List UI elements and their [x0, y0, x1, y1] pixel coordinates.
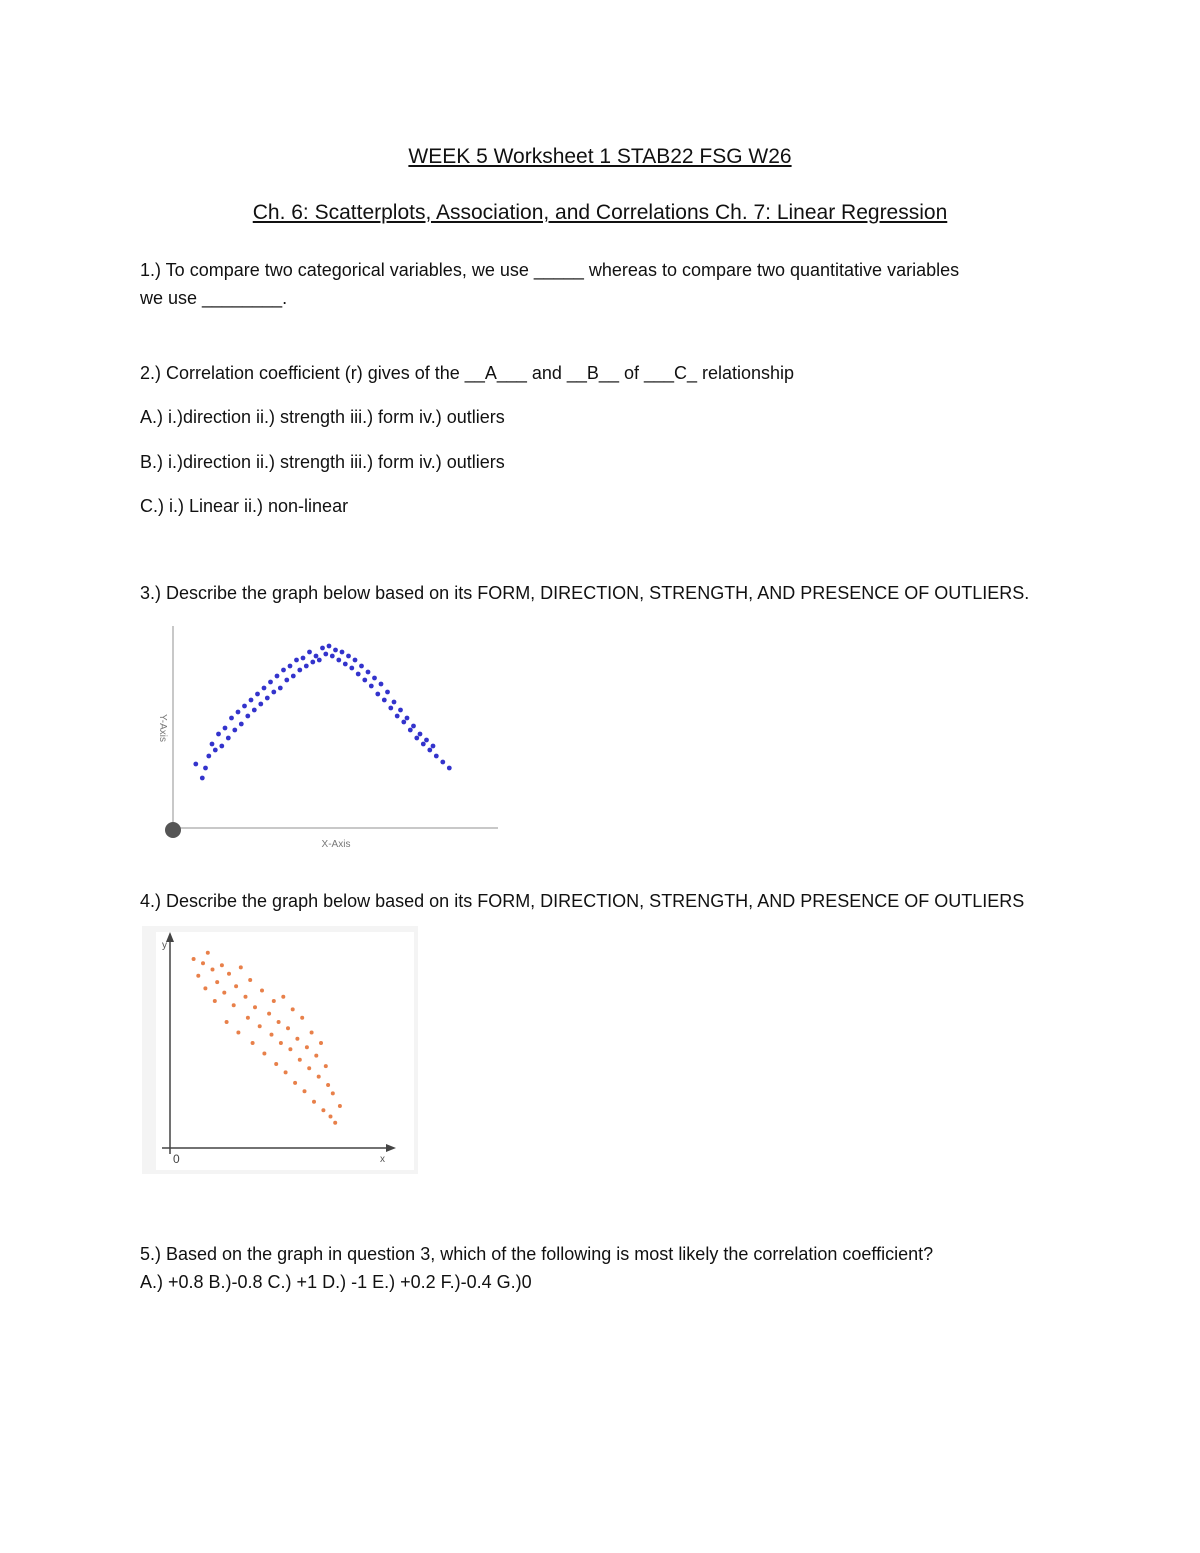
q4-point-14	[236, 1031, 240, 1035]
q4-point-22	[260, 989, 264, 993]
q4-scatter-svg	[142, 926, 418, 1174]
q4-point-47	[321, 1108, 325, 1112]
q3-point-75	[447, 766, 452, 771]
q3-point-54	[372, 676, 377, 681]
q3-point-66	[411, 724, 416, 729]
q3-point-43	[336, 658, 341, 663]
q3-point-32	[301, 656, 306, 661]
q4-point-21	[258, 1024, 262, 1028]
q3-point-42	[333, 648, 338, 653]
q1-line-1: 1.) To compare two categorical variables, we use _____ whereas to compare two quantitative variables	[140, 260, 960, 280]
q3-point-70	[424, 738, 429, 743]
q3-point-62	[398, 708, 403, 713]
q4-point-33	[288, 1047, 292, 1051]
q4-point-23	[262, 1052, 266, 1056]
q3-point-10	[229, 716, 234, 721]
q4-point-12	[232, 1003, 236, 1007]
page-subtitle: Ch. 6: Scatterplots, Association, and Correlations Ch. 7: Linear Regression	[252, 201, 948, 224]
q3-point-20	[262, 686, 267, 691]
q2-stem: 2.) Correlation coefficient (r) gives of the __A___ and __B__ of ___C_ relationship	[140, 363, 795, 383]
q3-point-21	[265, 696, 270, 701]
q2-option-b: B.) i.)direction ii.) strength iii.) form iv.) outliers	[140, 452, 505, 472]
q3-point-50	[359, 664, 364, 669]
q4-point-36	[295, 1037, 299, 1041]
q4-point-46	[319, 1041, 323, 1045]
q3-point-3	[206, 754, 211, 759]
q4-point-0	[192, 957, 196, 961]
q4-point-35	[293, 1081, 297, 1085]
q3-point-40	[327, 644, 332, 649]
q3-point-68	[418, 732, 423, 737]
q3-point-69	[421, 742, 426, 747]
q3-point-65	[408, 728, 413, 733]
q3-scatterplot	[150, 618, 500, 854]
q3-point-23	[271, 690, 276, 695]
q3-point-4	[210, 742, 215, 747]
q2-option-c: C.) i.) Linear ii.) non-linear	[140, 496, 349, 516]
q4-stem: 4.) Describe the graph below based on its FORM, DIRECTION, STRENGTH, AND PRESENCE OF OUTLIERS	[140, 891, 1025, 911]
q3-point-41	[330, 654, 335, 659]
q4-point-40	[305, 1045, 309, 1049]
q3-point-9	[226, 736, 231, 741]
q3-point-19	[258, 702, 263, 707]
q4-point-13	[234, 984, 238, 988]
q3-point-47	[349, 666, 354, 671]
q4-point-45	[317, 1075, 321, 1079]
q4-point-53	[338, 1104, 342, 1108]
q3-point-26	[281, 668, 286, 673]
q5-stem: 5.) Based on the graph in question 3, which of the following is most likely the correlation coefficient?	[140, 1244, 934, 1264]
q4-point-44	[314, 1054, 318, 1058]
q3-point-33	[304, 664, 309, 669]
q3-point-60	[392, 700, 397, 705]
q4-point-42	[310, 1031, 314, 1035]
q3-point-51	[362, 678, 367, 683]
q3-points	[193, 644, 451, 781]
q4-point-7	[215, 980, 219, 984]
q4-point-24	[267, 1012, 271, 1016]
q3-point-24	[275, 674, 280, 679]
q4-point-38	[300, 1016, 304, 1020]
q4-point-31	[284, 1070, 288, 1074]
q4-point-37	[298, 1058, 302, 1062]
q4-point-41	[307, 1066, 311, 1070]
q3-point-57	[382, 698, 387, 703]
q3-point-29	[291, 674, 296, 679]
q3-point-71	[427, 748, 432, 753]
q3-point-25	[278, 686, 283, 691]
q3-point-36	[314, 654, 319, 659]
q4-point-5	[211, 968, 215, 972]
q3-point-16	[249, 698, 254, 703]
q3-point-8	[223, 726, 228, 731]
q3-point-5	[213, 748, 218, 753]
q4-point-6	[213, 999, 217, 1003]
q3-point-11	[232, 728, 237, 733]
q4-point-2	[201, 961, 205, 965]
q3-point-22	[268, 680, 273, 685]
q4-point-25	[270, 1033, 274, 1037]
q3-point-35	[310, 660, 315, 665]
q4-point-52	[333, 1121, 337, 1125]
page-title: WEEK 5 Worksheet 1 STAB22 FSG W26	[408, 145, 792, 168]
q3-point-2	[203, 766, 208, 771]
q4-point-8	[220, 963, 224, 967]
q4-point-11	[227, 972, 231, 976]
q3-point-56	[379, 682, 384, 687]
q3-point-39	[323, 652, 328, 657]
q4-point-9	[222, 991, 226, 995]
q3-point-45	[343, 662, 348, 667]
q3-point-30	[294, 658, 299, 663]
q4-point-17	[246, 1016, 250, 1020]
q4-point-32	[286, 1026, 290, 1030]
q3-point-58	[385, 690, 390, 695]
q3-point-73	[434, 754, 439, 759]
q4-point-1	[196, 974, 200, 978]
q4-point-48	[324, 1064, 328, 1068]
q3-point-64	[405, 716, 410, 721]
x-axis-label: x	[380, 1154, 385, 1165]
q3-scatter-svg	[150, 618, 500, 854]
y-axis-label: Y-Axis	[157, 714, 168, 742]
q3-point-74	[440, 760, 445, 765]
q3-point-0	[193, 762, 198, 767]
q3-point-1	[200, 776, 205, 781]
q3-point-53	[369, 684, 374, 689]
q3-point-61	[395, 714, 400, 719]
q3-stem: 3.) Describe the graph below based on its FORM, DIRECTION, STRENGTH, AND PRESENCE OF OUTLIERS.	[140, 583, 1030, 603]
q3-point-28	[288, 664, 293, 669]
q4-point-4	[206, 951, 210, 955]
q4-point-15	[239, 965, 243, 969]
origin-label: 0	[173, 1152, 180, 1166]
q3-point-63	[401, 720, 406, 725]
q4-point-16	[244, 995, 248, 999]
y-axis-label: y	[162, 940, 167, 951]
q3-point-15	[245, 714, 250, 719]
q3-point-34	[307, 650, 312, 655]
q3-point-17	[252, 708, 257, 713]
q4-point-27	[274, 1062, 278, 1066]
q4-point-28	[277, 1020, 281, 1024]
q3-point-52	[366, 670, 371, 675]
q4-point-29	[279, 1041, 283, 1045]
q3-point-72	[431, 744, 436, 749]
q4-scatterplot	[142, 926, 418, 1174]
q3-point-59	[388, 706, 393, 711]
q3-point-67	[414, 736, 419, 741]
q3-point-18	[255, 692, 260, 697]
q4-point-20	[253, 1005, 257, 1009]
q3-point-27	[284, 678, 289, 683]
q4-point-39	[303, 1089, 307, 1093]
q4-point-18	[248, 978, 252, 982]
q3-point-49	[356, 672, 361, 677]
q3-point-7	[219, 744, 224, 749]
q3-point-37	[317, 658, 322, 663]
x-axis-label: X-Axis	[321, 839, 351, 850]
q3-point-38	[320, 646, 325, 651]
q4-point-10	[225, 1020, 229, 1024]
q4-point-43	[312, 1100, 316, 1104]
q4-point-19	[251, 1041, 255, 1045]
q4-point-3	[203, 986, 207, 990]
q1-line-2: we use ________.	[140, 288, 288, 308]
q5-options: A.) +0.8 B.)-0.8 C.) +1 D.) -1 E.) +0.2 F.)-0.4 G.)0	[140, 1272, 532, 1292]
q3-point-13	[239, 722, 244, 727]
origin-marker-icon	[165, 822, 181, 838]
q3-point-55	[375, 692, 380, 697]
q4-point-50	[329, 1115, 333, 1119]
q4-point-51	[331, 1091, 335, 1095]
q4-point-34	[291, 1007, 295, 1011]
q4-point-30	[281, 995, 285, 999]
q4-point-26	[272, 999, 276, 1003]
q3-point-46	[346, 654, 351, 659]
q3-point-31	[297, 668, 302, 673]
q3-point-6	[216, 732, 221, 737]
q3-point-44	[340, 650, 345, 655]
q4-point-49	[326, 1083, 330, 1087]
q3-point-48	[353, 658, 358, 663]
q3-point-14	[242, 704, 247, 709]
q2-option-a: A.) i.)direction ii.) strength iii.) form iv.) outliers	[140, 407, 505, 427]
q3-point-12	[236, 710, 241, 715]
